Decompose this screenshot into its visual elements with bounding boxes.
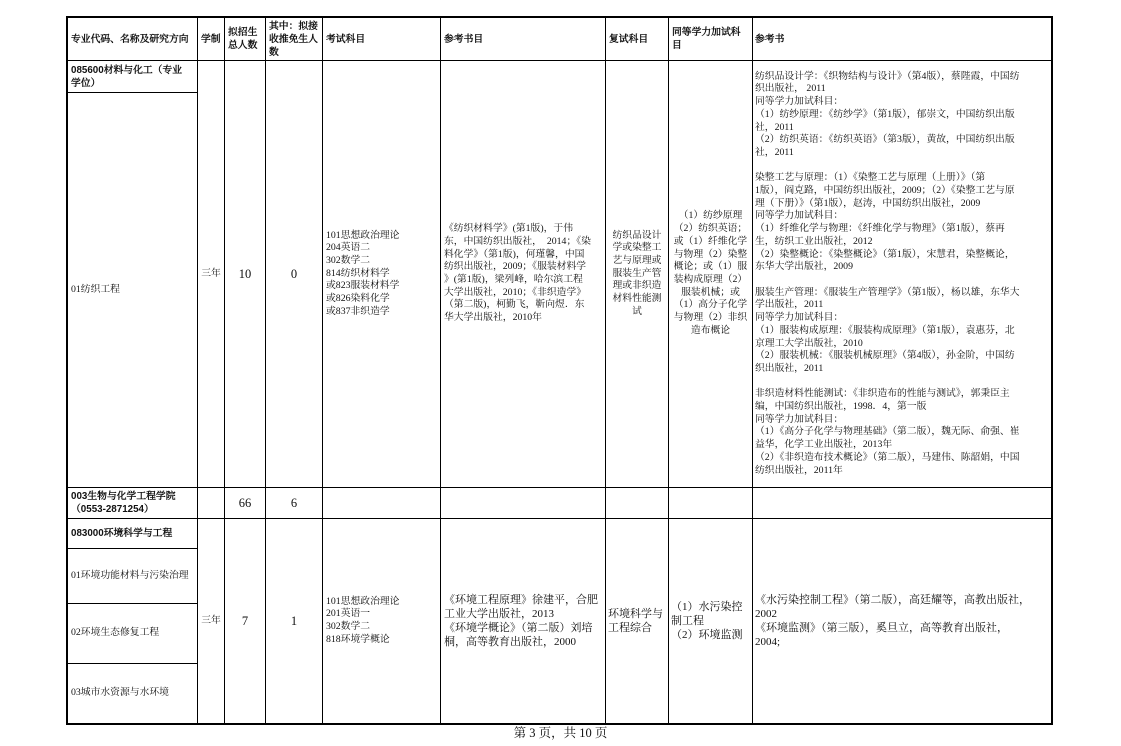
reference-book-line: 社，2011 — [755, 146, 794, 158]
header-exempt-quota — [266, 18, 322, 60]
reference-book-line: 2004; — [755, 636, 781, 648]
exam-subject: 204英语二 — [326, 242, 371, 254]
books-block-textile-design — [755, 71, 1049, 160]
duration-cell: 三年 — [198, 519, 224, 723]
extra-subject-line: 制工程 — [671, 615, 704, 627]
extra-subject-line: （2）环境监测 — [671, 629, 743, 641]
header-line: 数 — [269, 46, 279, 58]
equivalent-extra-subjects-cell — [669, 61, 752, 487]
reference-book-line: （1）纺纱原理：《纺纱学》（第1版），郁崇文，中国纺织出版 — [755, 108, 1015, 120]
reference-book-line: （1）服装构成原理：《服装构成原理》（第1版），袁惠芬，北 — [755, 324, 1015, 336]
exam-subject: 302数学二 — [326, 621, 371, 632]
reference-book-line: 织出版社， 2011 — [755, 83, 826, 95]
reference-book-line: 桐，高等教育出版社，2000 — [444, 636, 576, 648]
exam-reference-books-cell — [441, 61, 605, 487]
header-equivalent-extra-subjects — [669, 18, 752, 60]
exam-subject: 302数学二 — [326, 254, 371, 266]
planned-enrollment-cell: 7 — [225, 519, 265, 723]
reference-book-line: 纺织品设计学：《织物结构与设计》（第4版），蔡陛霞，中国纺 — [755, 70, 1020, 82]
reference-book-line: 华大学出版社，2010年 — [444, 312, 542, 324]
reference-book-line: 理（下册）》（第1版），赵涛，中国纺织出版社，2009 — [755, 197, 981, 209]
extra-subject-line: 概论；或（1）服 — [673, 261, 748, 273]
extra-subject-line: 装构成原理（2） — [673, 274, 748, 285]
reference-book-line: 纺织出版社，2011年 — [755, 464, 843, 476]
equivalent-extra-subjects-cell — [669, 519, 752, 723]
reference-book-line: 》(第1版)，梁列峰，哈尔滨工程 — [444, 274, 583, 285]
reference-book-line: （2）《非织造布技术概论》（第二版），马建伟、陈韶娟，中国 — [755, 451, 1020, 463]
empty-cell — [198, 488, 224, 518]
reference-book-line: （第二版)，柯勤飞，靳向煜．东 — [444, 299, 585, 311]
reference-book-line: 学出版社，2011 — [755, 299, 824, 311]
extra-subject-line: 造布概论 — [690, 324, 731, 336]
books-block-nonwoven-testing — [755, 388, 1049, 477]
exam-subject: 818环境学概论 — [326, 633, 390, 645]
header-reference-books: 参考书 — [753, 18, 1051, 60]
retest-subject-line: 环境科学与 — [608, 608, 663, 620]
reference-book-line: （1）《高分子化学与物理基础》（第二版），魏无际、俞强、崔 — [755, 426, 1020, 438]
program-title-line: 083000环境科学与工程 — [71, 528, 173, 539]
reference-book-line: 同等学力加试科目： — [755, 312, 844, 324]
reference-book-line: 《环境工程原理》徐建平，合肥 — [444, 594, 598, 606]
exam-subject: 101思想政治理论 — [326, 595, 400, 607]
retest-subject-line: 工程综合 — [608, 622, 652, 634]
reference-book-line: （2）服装机械：《服装机械原理》（第4版），孙金阶，中国纺 — [755, 350, 1015, 362]
exam-subject: 814纺织材料学 — [326, 267, 390, 279]
retest-subject-line: 纺织品设计 — [612, 229, 662, 241]
books-block-dyeing-finishing — [755, 172, 1049, 274]
reference-book-line: 料化学》（第1版)，何瑾馨，中国 — [444, 248, 585, 260]
reference-book-line: （1）纤维化学与物理：《纤维化学与物理》（第1版），蔡再 — [755, 223, 1005, 235]
reference-book-line: 《环境监测》（第三版），奚旦立，高等教育出版社， — [755, 622, 1008, 634]
extra-subject-line: 与物理（2）染整 — [673, 248, 748, 260]
exempt-quota-cell: 0 — [266, 61, 322, 487]
extra-subject-line: （2）纺织英语； — [673, 223, 748, 235]
school-planned-enrollment: 66 — [225, 488, 265, 518]
retest-subject-line: 试 — [632, 305, 642, 317]
reference-book-line: 《环境学概论》（第二版）刘培 — [444, 622, 593, 634]
school-title-line: 003生物与化学工程学院 — [71, 491, 176, 502]
books-block-garment-production — [755, 287, 1049, 376]
extra-subject-line: （1）纺纱原理 — [678, 210, 743, 222]
retest-subject-line: 艺与原理或 — [612, 254, 662, 266]
retest-reference-books-cell — [753, 519, 1051, 723]
exam-subjects-cell — [323, 61, 440, 487]
reference-book-line: 大学出版社，2010；《非织造学》 — [444, 286, 587, 298]
extra-subject-line: 服装机械；或 — [681, 286, 740, 298]
school-title-line: （0553-2871254） — [71, 504, 154, 515]
research-direction: 02环境生态修复工程 — [68, 604, 197, 663]
reference-book-line: 同等学力加试科目： — [755, 210, 844, 222]
header-retest-subjects: 复试科目 — [606, 18, 668, 60]
header-line: 收推免生人 — [269, 33, 318, 45]
reference-book-line: 社，2011 — [755, 121, 794, 133]
research-direction: 01环境功能材料与污染治理 — [68, 549, 197, 603]
reference-book-line: 非织造材料性能测试：《非织造布的性能与测试》，郭秉臣主 — [755, 388, 1010, 400]
planned-enrollment-cell: 10 — [225, 61, 265, 487]
extra-subject-line: 与物理（2）非织 — [673, 312, 748, 324]
extra-subject-line: （1）高分子化学 — [673, 299, 748, 311]
reference-book-line: 织出版社，2011 — [755, 362, 824, 374]
header-duration: 学制 — [198, 18, 224, 60]
retest-subject-line: 学或染整工 — [612, 242, 662, 254]
reference-book-line: 同等学力加试科目： — [755, 413, 844, 425]
header-major-code-name-direction: 专业代码、名称及研究方向 — [68, 18, 197, 60]
exam-reference-books-cell — [441, 519, 605, 723]
exam-subject: 或823服装材料学 — [326, 280, 400, 292]
empty-cell — [606, 488, 668, 518]
empty-cell — [323, 488, 440, 518]
reference-book-line: 1版），阎克路，中国纺织出版社，2009；（2）《染整工艺与原 — [755, 185, 1015, 197]
reference-book-line: 2002 — [755, 608, 777, 620]
exam-subject: 201英语一 — [326, 608, 371, 620]
header-exam-reference-books: 参考书目 — [441, 18, 605, 60]
duration-cell: 三年 — [198, 61, 224, 487]
reference-book-line: 纺织出版社，2009；《服装材料学 — [444, 261, 587, 273]
retest-subjects-cell — [606, 519, 668, 723]
reference-book-line: 服装生产管理：《服装生产管理学》（第1版），杨以雄，东华大 — [755, 286, 1020, 298]
reference-book-line: 编，中国纺织出版社，1998．4，第一版 — [755, 401, 927, 412]
header-line: 拟招生 — [228, 27, 258, 38]
retest-reference-books-cell — [753, 61, 1051, 487]
extra-subject-line: （1）水污染控 — [671, 601, 743, 613]
header-exam-subjects: 考试科目 — [323, 18, 440, 60]
reference-book-line: （2）纺织英语：《纺织英语》（第3版），黄故，中国纺织出版 — [755, 134, 1015, 146]
reference-book-line: 《水污染控制工程》（第二版），高廷耀等，高教出版社， — [755, 594, 1030, 606]
exam-subject: 或837非织造学 — [326, 305, 390, 317]
program-title — [68, 61, 197, 92]
exempt-quota-cell: 1 — [266, 519, 322, 723]
reference-book-line: 京理工大学出版社，2010 — [755, 337, 863, 349]
reference-book-line: 染整工艺与原理：（1）《染整工艺与原理（上册）》（第 — [755, 172, 986, 184]
research-direction: 01纺织工程 — [68, 93, 197, 487]
reference-book-line: 益华，化学工业出版社，2013年 — [755, 439, 893, 451]
exam-subject: 或826染料化学 — [326, 293, 390, 305]
empty-cell — [441, 488, 605, 518]
header-line: 其中：拟接 — [269, 20, 318, 32]
empty-cell — [669, 488, 752, 518]
reference-book-line: 生，纺织工业出版社，2012 — [755, 235, 873, 247]
header-line: 同等学力加试科 — [672, 27, 741, 38]
header-line: 总人数 — [228, 40, 258, 51]
retest-subject-line: 理或非织造 — [612, 280, 662, 292]
retest-subjects-cell — [606, 61, 668, 487]
retest-subject-line: 材料性能测 — [612, 293, 662, 305]
reference-book-line: 工业大学出版社，2013 — [444, 608, 554, 620]
reference-book-line: 东华大学出版社，2009 — [755, 261, 853, 273]
reference-book-line: 同等学力加试科目： — [755, 96, 844, 108]
exam-subject: 101思想政治理论 — [326, 229, 400, 241]
reference-book-line: （2）染整概论：《染整概论》（第1版），宋慧君，染整概论， — [755, 248, 1015, 260]
reference-book-line: 东，中国纺织出版社， 2014；《染 — [444, 235, 591, 247]
retest-subject-line: 服装生产管 — [612, 267, 662, 279]
reference-book-line: 《纺织材料学》(第1版)，于伟 — [444, 223, 573, 235]
research-direction: 03城市水资源与水环境 — [68, 664, 197, 723]
program-title-line: 085600材料与化工（专业 — [71, 64, 183, 76]
school-exempt-quota: 6 — [266, 488, 322, 518]
empty-cell — [753, 488, 1051, 518]
admission-catalog-table — [67, 17, 1052, 724]
program-title-line: 学位） — [71, 77, 101, 89]
program-title — [68, 519, 197, 548]
exam-subjects-cell — [323, 519, 440, 723]
school-title — [68, 488, 197, 518]
extra-subject-line: 或（1）纤维化学 — [673, 235, 748, 247]
header-planned-enrollment — [225, 18, 265, 60]
header-line: 目 — [672, 40, 682, 51]
page-number: 第 3 页，共 10 页 — [513, 726, 608, 740]
